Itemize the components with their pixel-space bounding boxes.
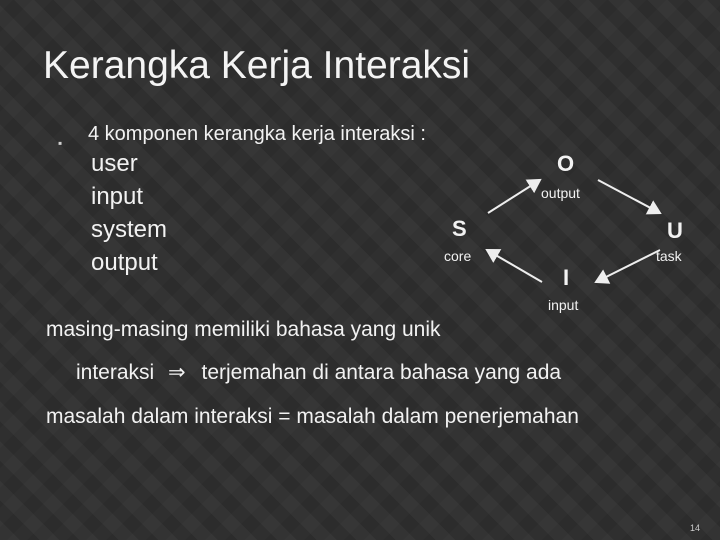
- arrow-system-to-output: [488, 180, 540, 213]
- arrow-output-to-user: [598, 180, 660, 213]
- node-system-letter: S: [452, 216, 467, 241]
- page-number: 14: [690, 523, 701, 533]
- statement-prefix: interaksi: [76, 361, 155, 384]
- node-input-role: input: [548, 297, 579, 313]
- statement-suffix: terjemahan di antara bahasa yang ada: [201, 361, 562, 384]
- bullet-marker: ▪: [58, 136, 63, 150]
- slide-title: Kerangka Kerja Interaksi: [43, 44, 471, 87]
- component-label: user: [91, 150, 138, 177]
- node-output-letter: O: [557, 151, 575, 176]
- node-input-letter: I: [563, 265, 570, 290]
- arrow-user-to-input: [596, 250, 660, 282]
- component-label: input: [91, 183, 144, 210]
- node-user-role: task: [656, 248, 682, 264]
- intro-text: 4 komponen kerangka kerja interaksi :: [88, 123, 426, 145]
- component-label: system: [91, 216, 168, 243]
- node-system-role: core: [444, 248, 472, 264]
- statement-translation-problem: masalah dalam interaksi = masalah dalam penerjemahan: [46, 405, 579, 428]
- implies-arrow-icon: ⇒: [168, 361, 186, 384]
- node-user-letter: U: [667, 218, 683, 243]
- statement-interaction-translation: [76, 360, 561, 385]
- component-label: output: [91, 249, 158, 276]
- statement-unique-language: masing-masing memiliki bahasa yang unik: [46, 318, 441, 341]
- node-output-role: output: [541, 185, 580, 201]
- arrow-input-to-system: [487, 250, 542, 282]
